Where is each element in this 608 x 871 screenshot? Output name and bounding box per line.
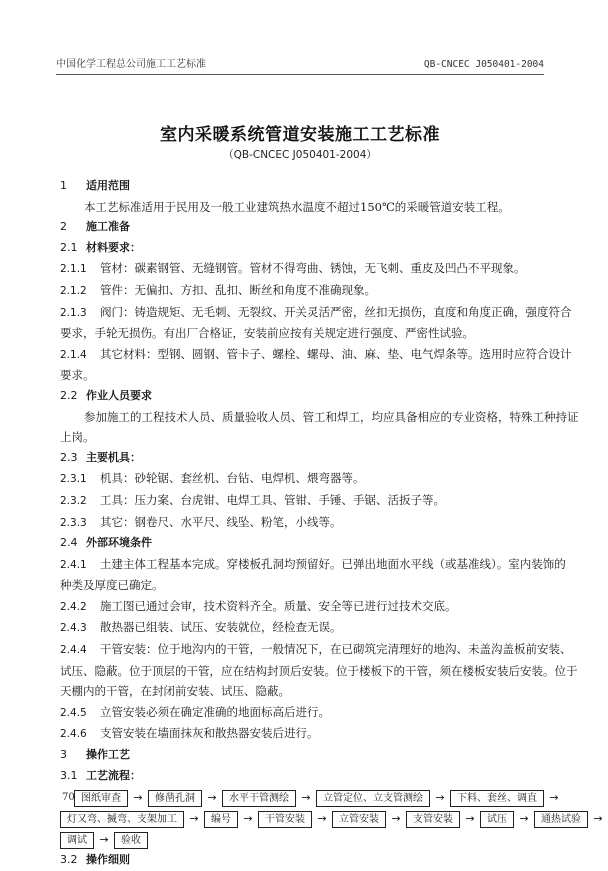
page-header — [56, 50, 544, 75]
clause: 2.4.2 施工图已通过会审，技术资料齐全。质量、安全等已进行过技术交底。 — [60, 598, 457, 613]
flow-row-1 — [74, 788, 564, 809]
flow-step: 下料、套丝、调直 — [450, 790, 544, 807]
page-number: 70 — [62, 792, 75, 803]
clause-continuation: 试压、隐蔽。位于顶层的干管，应在结构封顶后安装。位于楼板下的干管，须在楼板安装后安装。位于 — [60, 663, 578, 678]
arrow-icon: → — [133, 791, 143, 805]
flow-step: 灯又弯、揻弯、支架加工 — [60, 811, 184, 828]
clause-continuation: 天棚内的干管，在封闭前安装、试压、隐蔽。 — [60, 684, 290, 699]
clause: 2.3.2 工具：压力案、台虎钳、电焊工具、管钳、手锤、手锯、活扳子等。 — [60, 492, 445, 507]
clause: 2.4.1 土建主体工程基本完成。穿楼板孔洞均预留好。已弹出地面水平线（或基准线）。室内装饰的 — [60, 556, 566, 571]
clause: 2.3.1 机具：砂轮锯、套丝机、台钻、电焊机、煨弯器等。 — [60, 471, 365, 486]
paragraph-continuation: 上岗。 — [60, 430, 95, 445]
document-body — [60, 176, 603, 871]
subsection-heading: 2.3 主要机具： — [60, 450, 141, 464]
process-flowchart — [60, 788, 603, 850]
clause: 2.4.6 支管安装在墙面抹灰和散热器安装后进行。 — [60, 726, 319, 741]
arrow-icon: → — [317, 812, 327, 826]
paragraph: 参加施工的工程技术人员、质量验收人员、管工和焊工，均应具备相应的专业资格，特殊工种持证 — [84, 409, 579, 424]
flow-step: 通热试验 — [534, 811, 588, 828]
arrow-icon: → — [189, 812, 199, 826]
flow-step: 修凿孔洞 — [148, 790, 202, 807]
arrow-icon: → — [391, 812, 401, 826]
flow-row-2 — [60, 809, 608, 830]
clause-continuation: 要求。 — [60, 368, 95, 383]
subsection-heading: 2.2 作业人员要求 — [60, 388, 152, 402]
document-code: （QB-CNCEC J050401-2004） — [223, 149, 377, 161]
section-heading: 3 操作工艺 — [60, 748, 130, 762]
clause: 2.1.3 阀门：铸造规矩、无毛刺、无裂纹、开关灵活严密，丝扣无损伤，直度和角度正确，强度符合 — [60, 304, 572, 319]
clause: 2.4.5 立管安装必须在确定准确的地面标高后进行。 — [60, 704, 330, 719]
clause: 2.1.2 管件：无偏扣、方扣、乱扣、断丝和角度不准确现象。 — [60, 282, 376, 297]
arrow-icon: → — [207, 791, 217, 805]
arrow-icon: → — [301, 791, 311, 805]
clause: 2.4.4 干管安装：位于地沟内的干管，一般情况下，在已砌筑完清理好的地沟、未盖沟盖板前安装、 — [60, 642, 572, 657]
section-heading: 1 适用范围 — [60, 179, 130, 192]
clause-continuation: 要求，手轮无损伤。有出厂合格证，安装前应按有关规定进行强度、严密性试验。 — [60, 326, 474, 341]
paragraph: 本工艺标准适用于民用及一般工业建筑热水温度不超过150℃的采暖管道安装工程。 — [84, 199, 510, 214]
document-title: 室内采暖系统管道安装施工工艺标准 — [160, 125, 440, 145]
clause: 2.3.3 其它：钢卷尺、水平尺、线坠、粉笔，小线等。 — [60, 514, 342, 529]
section-heading: 2 施工准备 — [60, 220, 130, 234]
subsection-heading: 3.2 操作细则 — [60, 853, 130, 867]
subsection-heading: 3.1 工艺流程： — [60, 768, 141, 782]
clause: 2.1.1 管材：碳素钢管、无缝钢管。管材不得弯曲、锈蚀，无飞刺、重皮及凹凸不平现象。 — [60, 261, 526, 276]
arrow-icon: → — [549, 791, 559, 805]
flow-step: 编号 — [204, 811, 238, 828]
flow-step: 图纸审查 — [74, 790, 128, 807]
flow-step: 干管安装 — [258, 811, 312, 828]
arrow-icon: → — [243, 812, 253, 826]
clause: 2.4.3 散热器已组装、试压、安装就位，经检查无误。 — [60, 620, 342, 635]
clause: 2.1.4 其它材料：型钢、圆钢、管卡子、螺栓、螺母、油、麻、垫、电气焊条等。选用时应符合设计 — [60, 346, 572, 361]
header-code: QB-CNCEC J050401-2004 — [423, 59, 544, 70]
clause-continuation: 种类及厚度已确定。 — [60, 578, 164, 593]
header-org: 中国化学工程总公司施工工艺标准 — [56, 59, 206, 70]
arrow-icon: → — [519, 812, 529, 826]
flow-step: 水平干管测绘 — [222, 790, 296, 807]
subsection-heading: 2.4 外部环境条件 — [60, 536, 152, 550]
arrow-icon: → — [593, 812, 603, 826]
flow-step: 立管定位、立支管测绘 — [316, 790, 430, 807]
flow-step: 调试 — [60, 832, 94, 849]
arrow-icon: → — [435, 791, 445, 805]
arrow-icon: → — [465, 812, 475, 826]
flow-step: 立管安装 — [332, 811, 386, 828]
flow-step: 支管安装 — [406, 811, 460, 828]
flow-row-3 — [60, 830, 148, 851]
subsection-heading: 2.1 材料要求： — [60, 240, 141, 254]
flow-step: 验收 — [114, 832, 148, 849]
flow-step: 试压 — [480, 811, 514, 828]
arrow-icon: → — [99, 833, 109, 847]
